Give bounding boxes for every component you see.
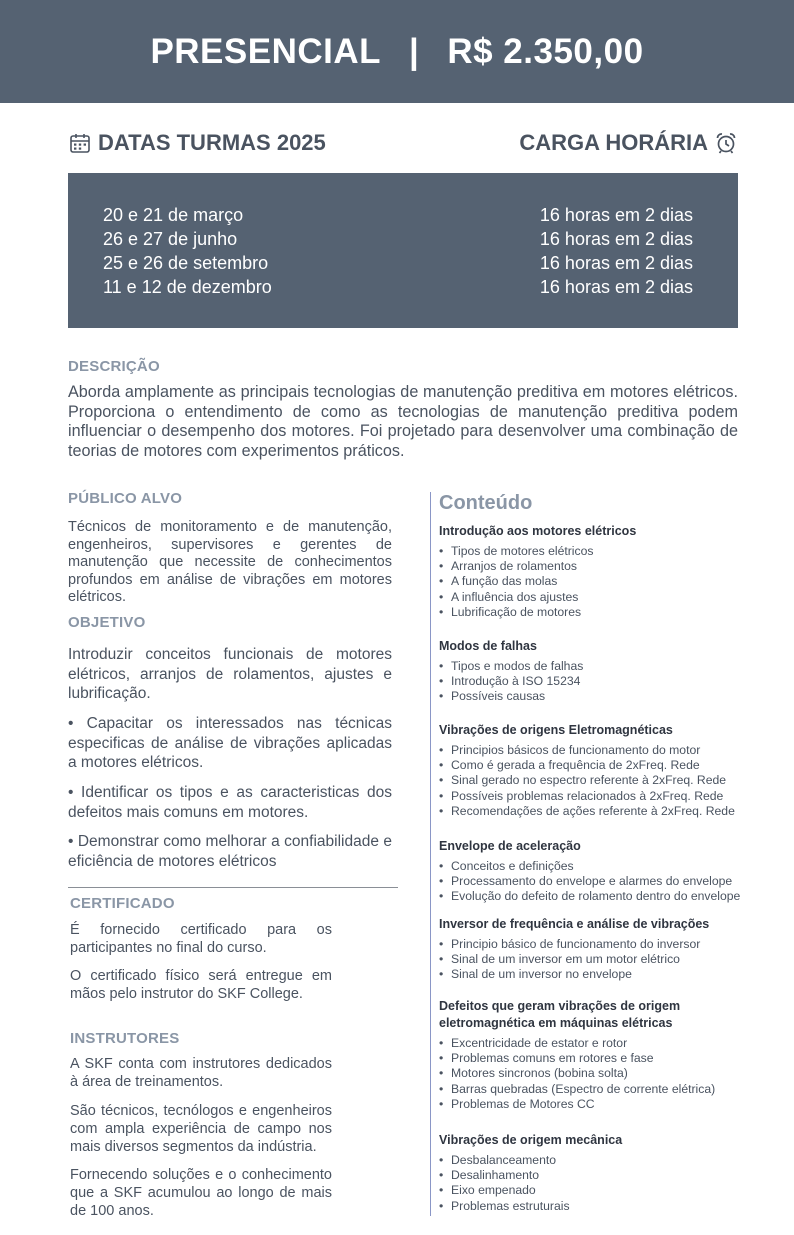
- banner-separator: |: [409, 31, 420, 71]
- content-list: [439, 937, 769, 983]
- instructors-label: INSTRUTORES: [70, 1030, 180, 1047]
- content-section: [439, 523, 769, 620]
- dates-list: [103, 203, 272, 299]
- date-item: 25 e 26 de setembro: [103, 253, 269, 273]
- objective-paragraph: • Demonstrar como melhorar a confiabilidade e eficiência de motores elétricos: [68, 833, 392, 870]
- list-item: • Como é gerada a frequência de 2xFreq. Rede: [439, 758, 769, 773]
- list-item: • Recomendações de ações referente à 2xFreq. Rede: [439, 804, 769, 819]
- certificate-paragraph: É fornecido certificado para os participantes no final do curso.: [70, 922, 332, 956]
- content-section-heading: Introdução aos motores elétricos: [439, 524, 637, 538]
- certificate-paragraph: O certificado físico será entregue em mãos pelo instrutor do SKF College.: [70, 968, 332, 1002]
- list-item: • Processamento do envelope e alarmes do envelope: [439, 874, 769, 889]
- list-item: • Arranjos de rolamentos: [439, 559, 769, 574]
- content-section-heading: Inversor de frequência e análise de vibrações: [439, 917, 710, 931]
- instructors-paragraph: Fornecendo soluções e o conhecimento que a SKF acumulou ao longo de mais de 100 anos.: [70, 1167, 332, 1219]
- content-list: [439, 859, 769, 905]
- list-item: • Motores sincronos (bobina solta): [439, 1066, 769, 1081]
- description-label: DESCRIÇÃO: [68, 358, 160, 375]
- objective-paragraph: Introduzir conceitos funcionais de motores elétricos, arranjos de rolamentos, ajustes e lubrificação.: [68, 646, 392, 702]
- list-item: • Introdução à ISO 15234: [439, 674, 769, 689]
- banner-text: [150, 32, 643, 72]
- hours-item: 16 horas em 2 dias: [539, 229, 693, 249]
- list-item: • Eixo empenado: [439, 1183, 769, 1198]
- list-item: • Principio básico de funcionamento do inversor: [439, 937, 769, 952]
- content-section: [439, 998, 769, 1112]
- content-list: [439, 659, 769, 705]
- content-section-heading: Vibrações de origens Eletromagnéticas: [439, 723, 673, 737]
- content-section-heading: Modos de falhas: [439, 639, 537, 653]
- content-section-heading: Vibrações de origem mecânica: [439, 1133, 623, 1147]
- content-section: [439, 838, 769, 905]
- list-item: • Tipos de motores elétricos: [439, 544, 769, 559]
- hours-heading: [519, 130, 738, 156]
- list-item: • Possíveis causas: [439, 689, 769, 704]
- list-item: • Desbalanceamento: [439, 1153, 769, 1168]
- list-item: • Problemas de Motores CC: [439, 1097, 769, 1112]
- content-section-heading: Envelope de aceleração: [439, 839, 581, 853]
- price-banner: [0, 0, 794, 103]
- objective-paragraph: • Capacitar os interessados nas técnicas especificas de análise de vibrações aplicadas a motores elétricos.: [68, 715, 392, 771]
- list-item: • Evolução do defeito de rolamento dentro do envelope: [439, 889, 769, 904]
- modality-label: PRESENCIAL: [150, 31, 382, 71]
- content-list: [439, 743, 769, 819]
- list-item: • Possíveis problemas relacionados à 2xFreq. Rede: [439, 789, 769, 804]
- list-item: • Desalinhamento: [439, 1168, 769, 1183]
- list-item: • Excentricidade de estator e rotor: [439, 1036, 769, 1051]
- schedule-box: [68, 173, 738, 328]
- date-item: 20 e 21 de março: [103, 205, 244, 225]
- content-list: [439, 1036, 769, 1112]
- list-item: • Problemas comuns em rotores e fase: [439, 1051, 769, 1066]
- content-section: [439, 722, 769, 819]
- list-item: • Sinal de um inversor no envelope: [439, 967, 769, 982]
- instructors-paragraph: São técnicos, tecnólogos e engenheiros com ampla experiência de campo nos mais diversos segmentos da indústria.: [70, 1103, 332, 1155]
- content-section: [439, 638, 769, 705]
- objective-label: OBJETIVO: [68, 614, 146, 631]
- objective-paragraph: • Identificar os tipos e as caracteristicas dos defeitos mais comuns em motores.: [68, 784, 392, 821]
- list-item: • A função das molas: [439, 574, 769, 589]
- calendar-icon: [68, 131, 92, 155]
- description-text: Aborda amplamente as principais tecnologias de manutenção preditiva em motores elétricos. Proporciona o entendimento de como as tecnologias de manutenção preditiva podem influenciar o desempenho dos motores. Foi projetado para desenvolver uma combinação de teorias de motores com experimentos práticos.: [68, 383, 738, 460]
- content-section-heading: Defeitos que geram vibrações de origem eletromagnética em máquinas elétricas: [439, 999, 681, 1030]
- list-item: • Sinal de um inversor em um motor elétrico: [439, 952, 769, 967]
- dates-heading: [68, 130, 326, 156]
- hours-item: 16 horas em 2 dias: [539, 253, 693, 273]
- content-title: Conteúdo: [439, 492, 533, 514]
- section-divider: [68, 887, 398, 888]
- instructors-paragraph: A SKF conta com instrutores dedicados à área de treinamentos.: [70, 1056, 332, 1090]
- hours-item: 16 horas em 2 dias: [539, 205, 693, 225]
- certificate-label: CERTIFICADO: [70, 895, 175, 912]
- list-item: • A influência dos ajustes: [439, 590, 769, 605]
- date-item: 11 e 12 de dezembro: [103, 277, 272, 297]
- content-column: [430, 492, 770, 1216]
- date-item: 26 e 27 de junho: [103, 229, 238, 249]
- content-section: [439, 916, 769, 983]
- dates-heading-label: DATAS TURMAS 2025: [98, 130, 326, 155]
- audience-text: Técnicos de monitoramento e de manutenção, engenheiros, supervisores e gerentes de manutenção que necessite de conhecimentos profundos em análise de vibrações em motores elétricos.: [68, 519, 392, 605]
- content-section: [439, 1132, 769, 1214]
- list-item: • Lubrificação de motores: [439, 605, 769, 620]
- list-item: • Conceitos e definições: [439, 859, 769, 874]
- hours-heading-label: CARGA HORÁRIA: [519, 130, 708, 155]
- list-item: • Barras quebradas (Espectro de corrente elétrica): [439, 1082, 769, 1097]
- price-label: R$ 2.350,00: [447, 31, 644, 71]
- content-list: [439, 544, 769, 620]
- hours-item: 16 horas em 2 dias: [539, 277, 693, 297]
- content-list: [439, 1153, 769, 1214]
- list-item: • Principios básicos de funcionamento do motor: [439, 743, 769, 758]
- hours-list: [540, 203, 693, 299]
- list-item: • Problemas estruturais: [439, 1199, 769, 1214]
- list-item: • Tipos e modos de falhas: [439, 659, 769, 674]
- schedule-headings: [68, 130, 738, 160]
- list-item: • Sinal gerado no espectro referente à 2xFreq. Rede: [439, 773, 769, 788]
- alarm-clock-icon: [714, 131, 738, 155]
- audience-label: PÚBLICO ALVO: [68, 490, 183, 507]
